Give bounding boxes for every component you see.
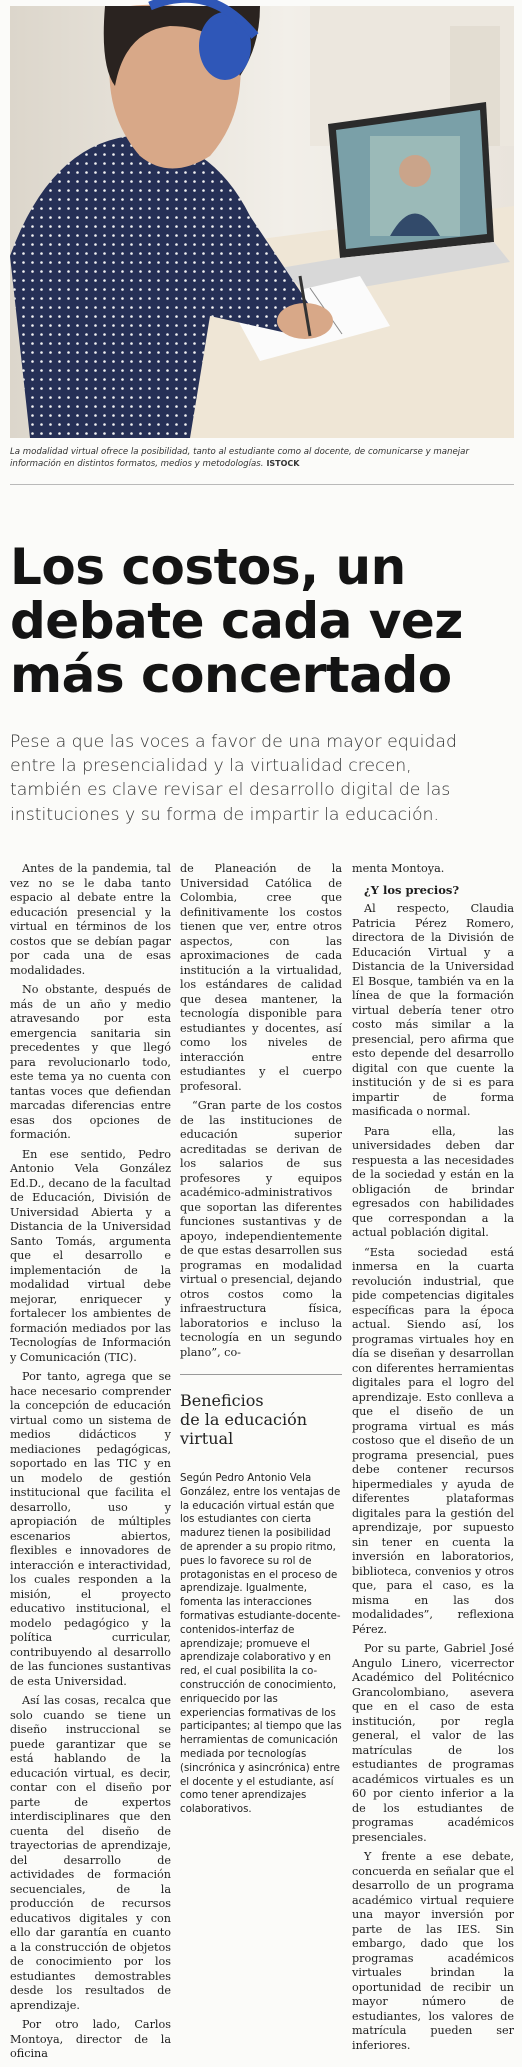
photo-caption — [10, 446, 514, 470]
caption-divider — [10, 484, 514, 485]
article-column-1 — [10, 862, 171, 2067]
paragraph: “Gran parte de los costos de las instituciones de educación superior acreditadas se derivan de los salarios de sus profesores y equipos académico-administrativos que soportan las diferentes funciones sustantivas y de apoyo, independientemente de que estas desarrollen sus programas en modalidad virtual o presencial, dejando otros costos como la infraestructura física, laboratorios e incluso la tecnología en un segundo plano”, co- — [180, 1099, 342, 1359]
paragraph: Así las cosas, recalca que solo cuando se tiene un diseño instruccional se puede garantizar que se está hablando de la educación virtual, es decir, contar con el diseño por parte de expertos interdisciplinares que den cuenta del diseño de trayectorias de aprendizaje, del desarrollo de actividades de formación secuenciales, de la producción de recursos educativos digitales y con ello dar garantía en cuanto a la construcción de objetos de conocimiento por los estudiantes demostrables desde los resultados de aprendizaje. — [10, 1694, 171, 2012]
caption-text: La modalidad virtual ofrece la posibilidad, tanto al estudiante como al docente, de comunicarse y manejar información en distintos formatos, medios y metodologías. — [10, 447, 469, 470]
paragraph: “Esta sociedad está inmersa en la cuarta revolución industrial, que pide competencias digitales específicas para la época actual. Siendo así, los programas virtuales hoy en día se diseñan y desarrollan con diferentes herramientas digitales para el logro del aprendizaje. Esto conlleva a que el diseño de un programa virtual es más costoso que el diseño de un programa presencial, pues debe contener recursos hipermediales y ayuda de diferentes plataformas digitales para la gestión del aprendizaje, por supuesto sin tener en cuenta la inversión en laboratorios, biblioteca, convenios y otros que, para el caso, es la misma en las dos modalidades”, reflexiona Pérez. — [352, 1245, 514, 1636]
article-column-2 — [180, 862, 342, 1365]
sidebar-title — [180, 1391, 342, 1448]
paragraph: Por otro lado, Carlos Montoya, director de la oficina — [10, 2018, 171, 2060]
paragraph: menta Montoya. — [352, 862, 445, 875]
sidebar-title-line: virtual — [180, 1429, 234, 1448]
paragraph: En ese sentido, Pedro Antonio Vela González Ed.D., decano de la facultad de Educación, División de Universidad Abierta y a Distancia de la Universidad Santo Tomás, argumenta que el desarrollo e implementación de la modalidad virtual debe mejorar, enriquecer y fortalecer los ambientes de formación mediados por las Tecnologías de Información y Comunicación (TIC). — [10, 1147, 171, 1364]
headline-line: más concertado — [10, 646, 452, 704]
article-column-3 — [352, 862, 514, 2058]
paragraph: Antes de la pandemia, tal vez no se le daba tanto espacio al debate entre la educación presencial y la virtual en términos de los costos que se debían pagar por cada una de esas modalidades. — [10, 862, 171, 977]
paragraph: Para ella, las universidades deben dar respuesta a las necesidades de la sociedad y están en la obligación de brindar egresados con habilidades que correspondan a la actual población digital. — [352, 1124, 514, 1239]
dek-line: Pese a que las voces a favor de una mayor equidad — [10, 732, 457, 752]
paragraph: Por su parte, Gabriel José Angulo Linero, vicerrector Académico del Politécnico Grancolombiano, asevera que en el caso de esta institución, por regla general, el valor de las matrículas de los estudiantes de programas académicos virtuales es un 60 por ciento inferior a la de los estudiantes de programas académicos presenciales. — [352, 1642, 514, 1844]
section-subhead: ¿Y los precios? — [364, 882, 460, 897]
paragraph: Y frente a ese debate, concuerda en señalar que el desarrollo de un programa académico virtual requiere una mayor inversión por parte de las IES. Sin embargo, dado que los programas académicos virtuales brindan la oportunidad de recibir un mayor número de estudiantes, los valores de matrícula pueden ser inferiores. — [352, 1850, 514, 2052]
sidebar-body: Según Pedro Antonio Vela González, entre los ventajas de la educación virtual están que los estudiantes con cierta madurez tienen la posibilidad de aprender a su propio ritmo, pues lo favorece su rol de protagonistas en el proceso de aprendizaje. Igualmente, fomenta las interacciones formativas estudiante-docente-contenidos-interfaz de aprendizaje; promueve el aprendizaje colaborativo y en red, el cual posibilita la co-construcción de conocimiento, enriquecido por las experiencias formativas de los participantes; al tiempo que las herramientas de comunicación mediada por tecnologías (sincrónica y asincrónica) entre el docente y el estudiante, así como tener aprendizajes colaborativos. — [180, 1473, 342, 1816]
photo-credit: ISTOCK — [266, 459, 300, 469]
paragraph: No obstante, después de más de un año y medio atravesando por esta emergencia sanitaria sin precedentes y que llegó para revolucionarlo todo, este tema ya no cuenta con tantas voces que defiendan marcadas diferencias entre esas dos opciones de formación. — [10, 983, 171, 1141]
paragraph: Al respecto, Claudia Patricia Pérez Romero, directora de la División de Educación Virtual y a Distancia de la Universidad El Bosque, también va en la línea de que la formación virtual debería tener otro costo más similar a la presencial, pero afirma que esto depende del desarrollo digital con que cuente la institución y de si es para impartir de forma masificada o normal. — [352, 902, 514, 1118]
headline — [10, 540, 520, 702]
dek-line: instituciones y su forma de impartir la educación. — [10, 804, 439, 825]
dek-line: también es clave revisar el desarrollo digital de las — [10, 780, 451, 801]
sidebar-title-line: de la educación — [180, 1410, 308, 1429]
sidebar-box — [180, 1374, 342, 1817]
article-photo — [10, 6, 514, 438]
subheadline — [10, 730, 516, 827]
photo-illustration — [10, 6, 514, 438]
paragraph: Por tanto, agrega que se hace necesario comprender la concepción de educación virtual como un sistema de medios didácticos y mediaciones pedagógicas, soportado en las TIC y en un modelo de gestión institucional que facilita el desarrollo, uso y apropiación de múltiples escenarios abiertos, flexibles e innovadores de interacción e interactividad, los cuales responden a la misión, el proyecto educativo institucional, el modelo pedagógico y la política curricular, contribuyendo al desarrollo de las funciones sustantivas de esta Universidad. — [10, 1370, 171, 1688]
paragraph: de Planeación de la Universidad Católica de Colombia, cree que definitivamente los costos tienen que ver, entre otros aspectos, con las aproximaciones de cada institución a la virtualidad, los estándares de calidad que desea mantener, la tecnología disponible para estudiantes y docentes, así como los niveles de interacción entre estudiantes y el cuerpo profesoral. — [180, 862, 342, 1093]
headline-line: debate cada vez — [10, 592, 463, 650]
sidebar-title-line: Beneficios — [180, 1391, 264, 1410]
dek-line: entre la presencialidad y la virtualidad crecen, — [10, 756, 412, 777]
headline-line: Los costos, un — [10, 538, 406, 596]
